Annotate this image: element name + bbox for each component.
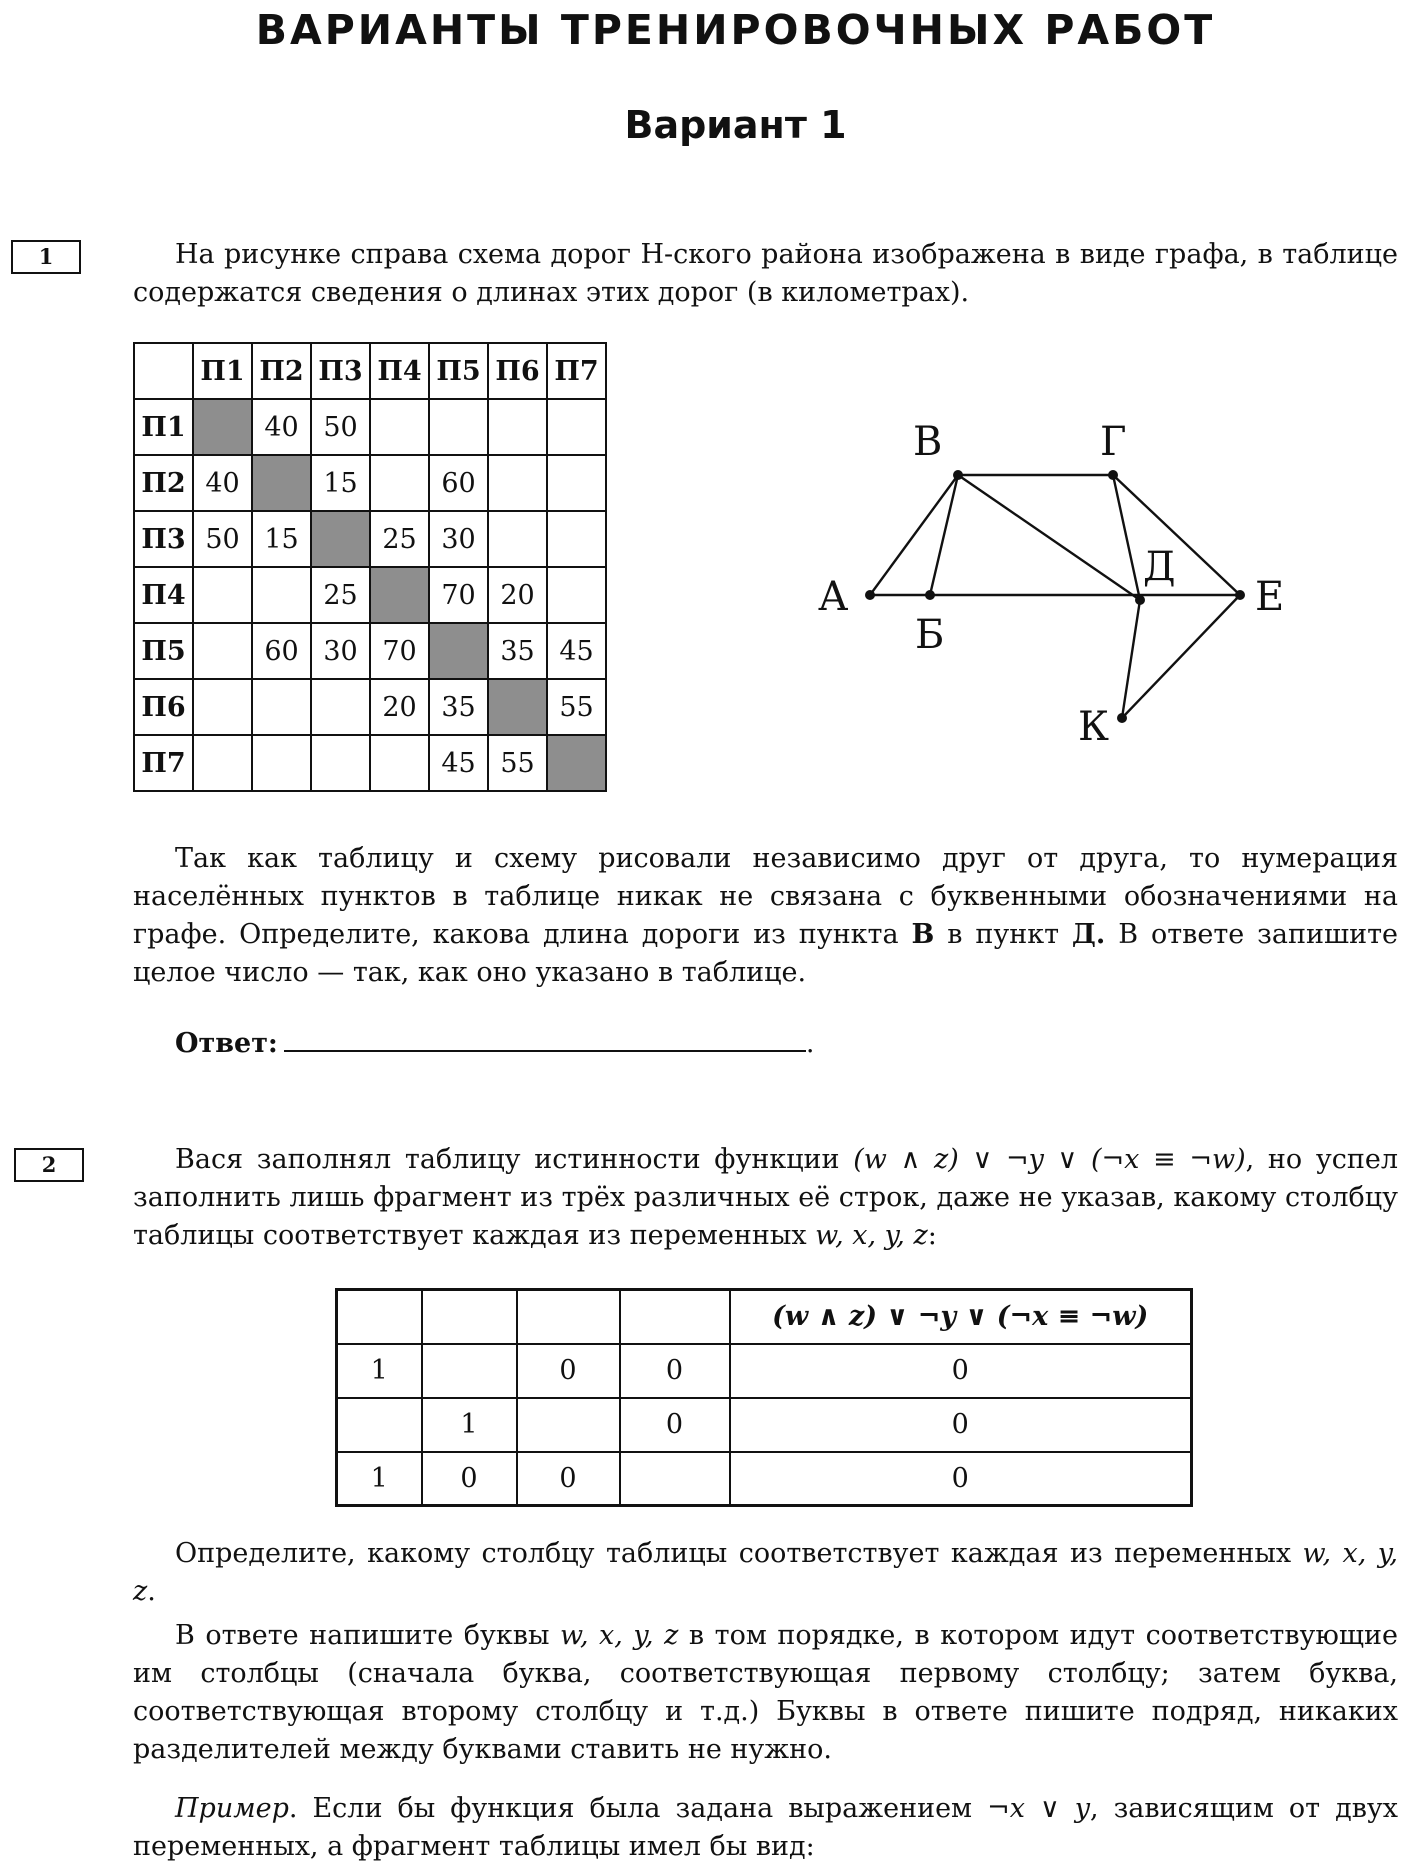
distance-cell: [370, 735, 429, 791]
distance-cell: 45: [547, 623, 606, 679]
distance-cell: [488, 399, 547, 455]
table-row: 1 0 0 0: [337, 1344, 1192, 1398]
distance-cell: 35: [488, 623, 547, 679]
distance-cell: [370, 455, 429, 511]
distance-cell: 55: [547, 679, 606, 735]
edge-v-d: [958, 475, 1140, 600]
edge-d-k: [1122, 600, 1140, 718]
node-d: [1135, 595, 1145, 605]
distance-cell: [311, 735, 370, 791]
node-b: [925, 590, 935, 600]
distance-cell: [488, 455, 547, 511]
label-v: В: [913, 419, 943, 465]
point-to: Д.: [1071, 919, 1106, 950]
distance-cell: 20: [370, 679, 429, 735]
distance-cell: 60: [252, 623, 311, 679]
table-row: [134, 623, 606, 679]
table-row: [134, 399, 606, 455]
distance-cell: 25: [370, 511, 429, 567]
label-k: К: [1078, 704, 1109, 750]
truth-header-formula: (w ∧ z) ∨ ¬y ∨ (¬x ≡ ¬w): [730, 1290, 1192, 1344]
table-row: 1 0 0: [337, 1398, 1192, 1452]
task2-instructions: В ответе напишите буквы w, x, y, z в том порядке, в котором идут соответствующие им столбцы (сначала буква, соответствующая первому столбцу; затем буква, соответствующая второму столбцу и т.д.) Буквы в ответе пишите подряд, никаких разделителей между буквами ставить не нужно.: [133, 1620, 1398, 1765]
example-label: Пример: [175, 1793, 289, 1824]
distance-cell: [193, 679, 252, 735]
table-row: 1 0 0 0: [337, 1452, 1192, 1506]
task1-intro-text: На рисунке справа схема дорог Н-ского района изображена в виде графа, в таблице содержатся сведения о длинах этих дорог (в километрах).: [133, 239, 1398, 308]
label-d: Д: [1143, 544, 1176, 590]
distance-cell: [193, 623, 252, 679]
label-g: Г: [1100, 419, 1127, 465]
row-header: П3: [134, 511, 193, 567]
distance-cell: [488, 511, 547, 567]
distance-cell: [547, 455, 606, 511]
distance-cell: 55: [488, 735, 547, 791]
distance-cell: [193, 567, 252, 623]
distance-cell: [311, 679, 370, 735]
row-header: П2: [134, 455, 193, 511]
label-a: А: [818, 574, 849, 620]
answer-field[interactable]: [284, 1020, 806, 1052]
distance-cell: 40: [252, 399, 311, 455]
row-header: П1: [134, 399, 193, 455]
column-header: П3: [311, 343, 370, 399]
node-v: [953, 470, 963, 480]
graph-nodes: [865, 470, 1245, 723]
distance-cell: [252, 567, 311, 623]
column-header: П2: [252, 343, 311, 399]
diagonal-cell: [193, 399, 252, 455]
column-header: П7: [547, 343, 606, 399]
task2-formula: (w ∧ z) ∨ ¬y ∨ (¬x ≡ ¬w): [853, 1144, 1246, 1175]
distance-cell: 70: [429, 567, 488, 623]
node-g: [1108, 470, 1118, 480]
diagonal-cell: [429, 623, 488, 679]
distance-cell: 35: [429, 679, 488, 735]
answer-label: Ответ:: [175, 1028, 278, 1059]
task2-question: Определите, какому столбцу таблицы соответствует каждая из переменных w, x, y, z.: [133, 1538, 1398, 1607]
row-header: П4: [134, 567, 193, 623]
distance-cell: [547, 399, 606, 455]
column-header: П6: [488, 343, 547, 399]
distance-cell: 50: [193, 511, 252, 567]
task1-body: Так как таблицу и схему рисовали независимо друг от друга, то нумерация населённых пунктов в таблице никак не связана с буквенными обозначениями на графе. Определите, какова длина дороги из пункта В в пункт Д. В ответе запишите целое число — так, как оно указано в таблице.: [133, 843, 1398, 988]
table-row: [134, 455, 606, 511]
row-header: П5: [134, 623, 193, 679]
task2-intro: Вася заполнял таблицу истинности функции (w ∧ z) ∨ ¬y ∨ (¬x ≡ ¬w), но успел заполнить лишь фрагмент из трёх различных её строк, даже не указав, какому столбцу таблицы соответствует каждая из переменных w, x, y, z:: [133, 1144, 1398, 1251]
distance-cell: [370, 399, 429, 455]
distance-table: [133, 342, 607, 792]
distance-cell: 30: [311, 623, 370, 679]
distance-cell: [252, 735, 311, 791]
distance-cell: 15: [252, 511, 311, 567]
distance-cell: 20: [488, 567, 547, 623]
task-number-2: 2: [14, 1148, 84, 1182]
diagonal-cell: [370, 567, 429, 623]
edge-g-e: [1113, 475, 1240, 595]
truth-table: [335, 1288, 1193, 1507]
table-row: [134, 567, 606, 623]
distance-cell: 40: [193, 455, 252, 511]
distance-cell: [193, 735, 252, 791]
point-from: В: [911, 919, 935, 950]
distance-cell: 45: [429, 735, 488, 791]
diagonal-cell: [252, 455, 311, 511]
diagonal-cell: [547, 735, 606, 791]
distance-cell: [547, 567, 606, 623]
diagonal-cell: [488, 679, 547, 735]
label-e: Е: [1255, 574, 1285, 620]
variant-title: Вариант 1: [624, 103, 847, 147]
distance-cell: [252, 679, 311, 735]
road-graph: [800, 400, 1300, 760]
table-row: [134, 735, 606, 791]
column-header: П1: [193, 343, 252, 399]
row-header: П6: [134, 679, 193, 735]
distance-cell: 60: [429, 455, 488, 511]
node-k: [1117, 713, 1127, 723]
node-e: [1235, 590, 1245, 600]
task-number-1: 1: [11, 240, 81, 274]
label-b: Б: [915, 612, 945, 658]
answer-row: Ответ: .: [175, 1020, 814, 1059]
column-header: П4: [370, 343, 429, 399]
distance-cell: 15: [311, 455, 370, 511]
distance-cell: [429, 399, 488, 455]
table-row: [134, 679, 606, 735]
node-a: [865, 590, 875, 600]
table-row: [134, 511, 606, 567]
task1-intro: [133, 236, 1398, 312]
distance-cell: 70: [370, 623, 429, 679]
distance-cell: 30: [429, 511, 488, 567]
truth-header-row: [337, 1290, 1192, 1344]
column-header: П5: [429, 343, 488, 399]
table-corner-cell: [134, 343, 193, 399]
row-header: П7: [134, 735, 193, 791]
distance-cell: 25: [311, 567, 370, 623]
section-title: ВАРИАНТЫ ТРЕНИРОВОЧНЫХ РАБОТ: [255, 6, 1216, 54]
table-header-row: [134, 343, 606, 399]
edge-e-k: [1122, 595, 1240, 718]
distance-cell: [547, 511, 606, 567]
task2-example: Пример. Если бы функция была задана выражением ¬x ∨ y, зависящим от двух переменных, а фрагмент таблицы имел бы вид:: [133, 1793, 1399, 1862]
distance-cell: 50: [311, 399, 370, 455]
diagonal-cell: [311, 511, 370, 567]
edge-g-d: [1113, 475, 1140, 600]
